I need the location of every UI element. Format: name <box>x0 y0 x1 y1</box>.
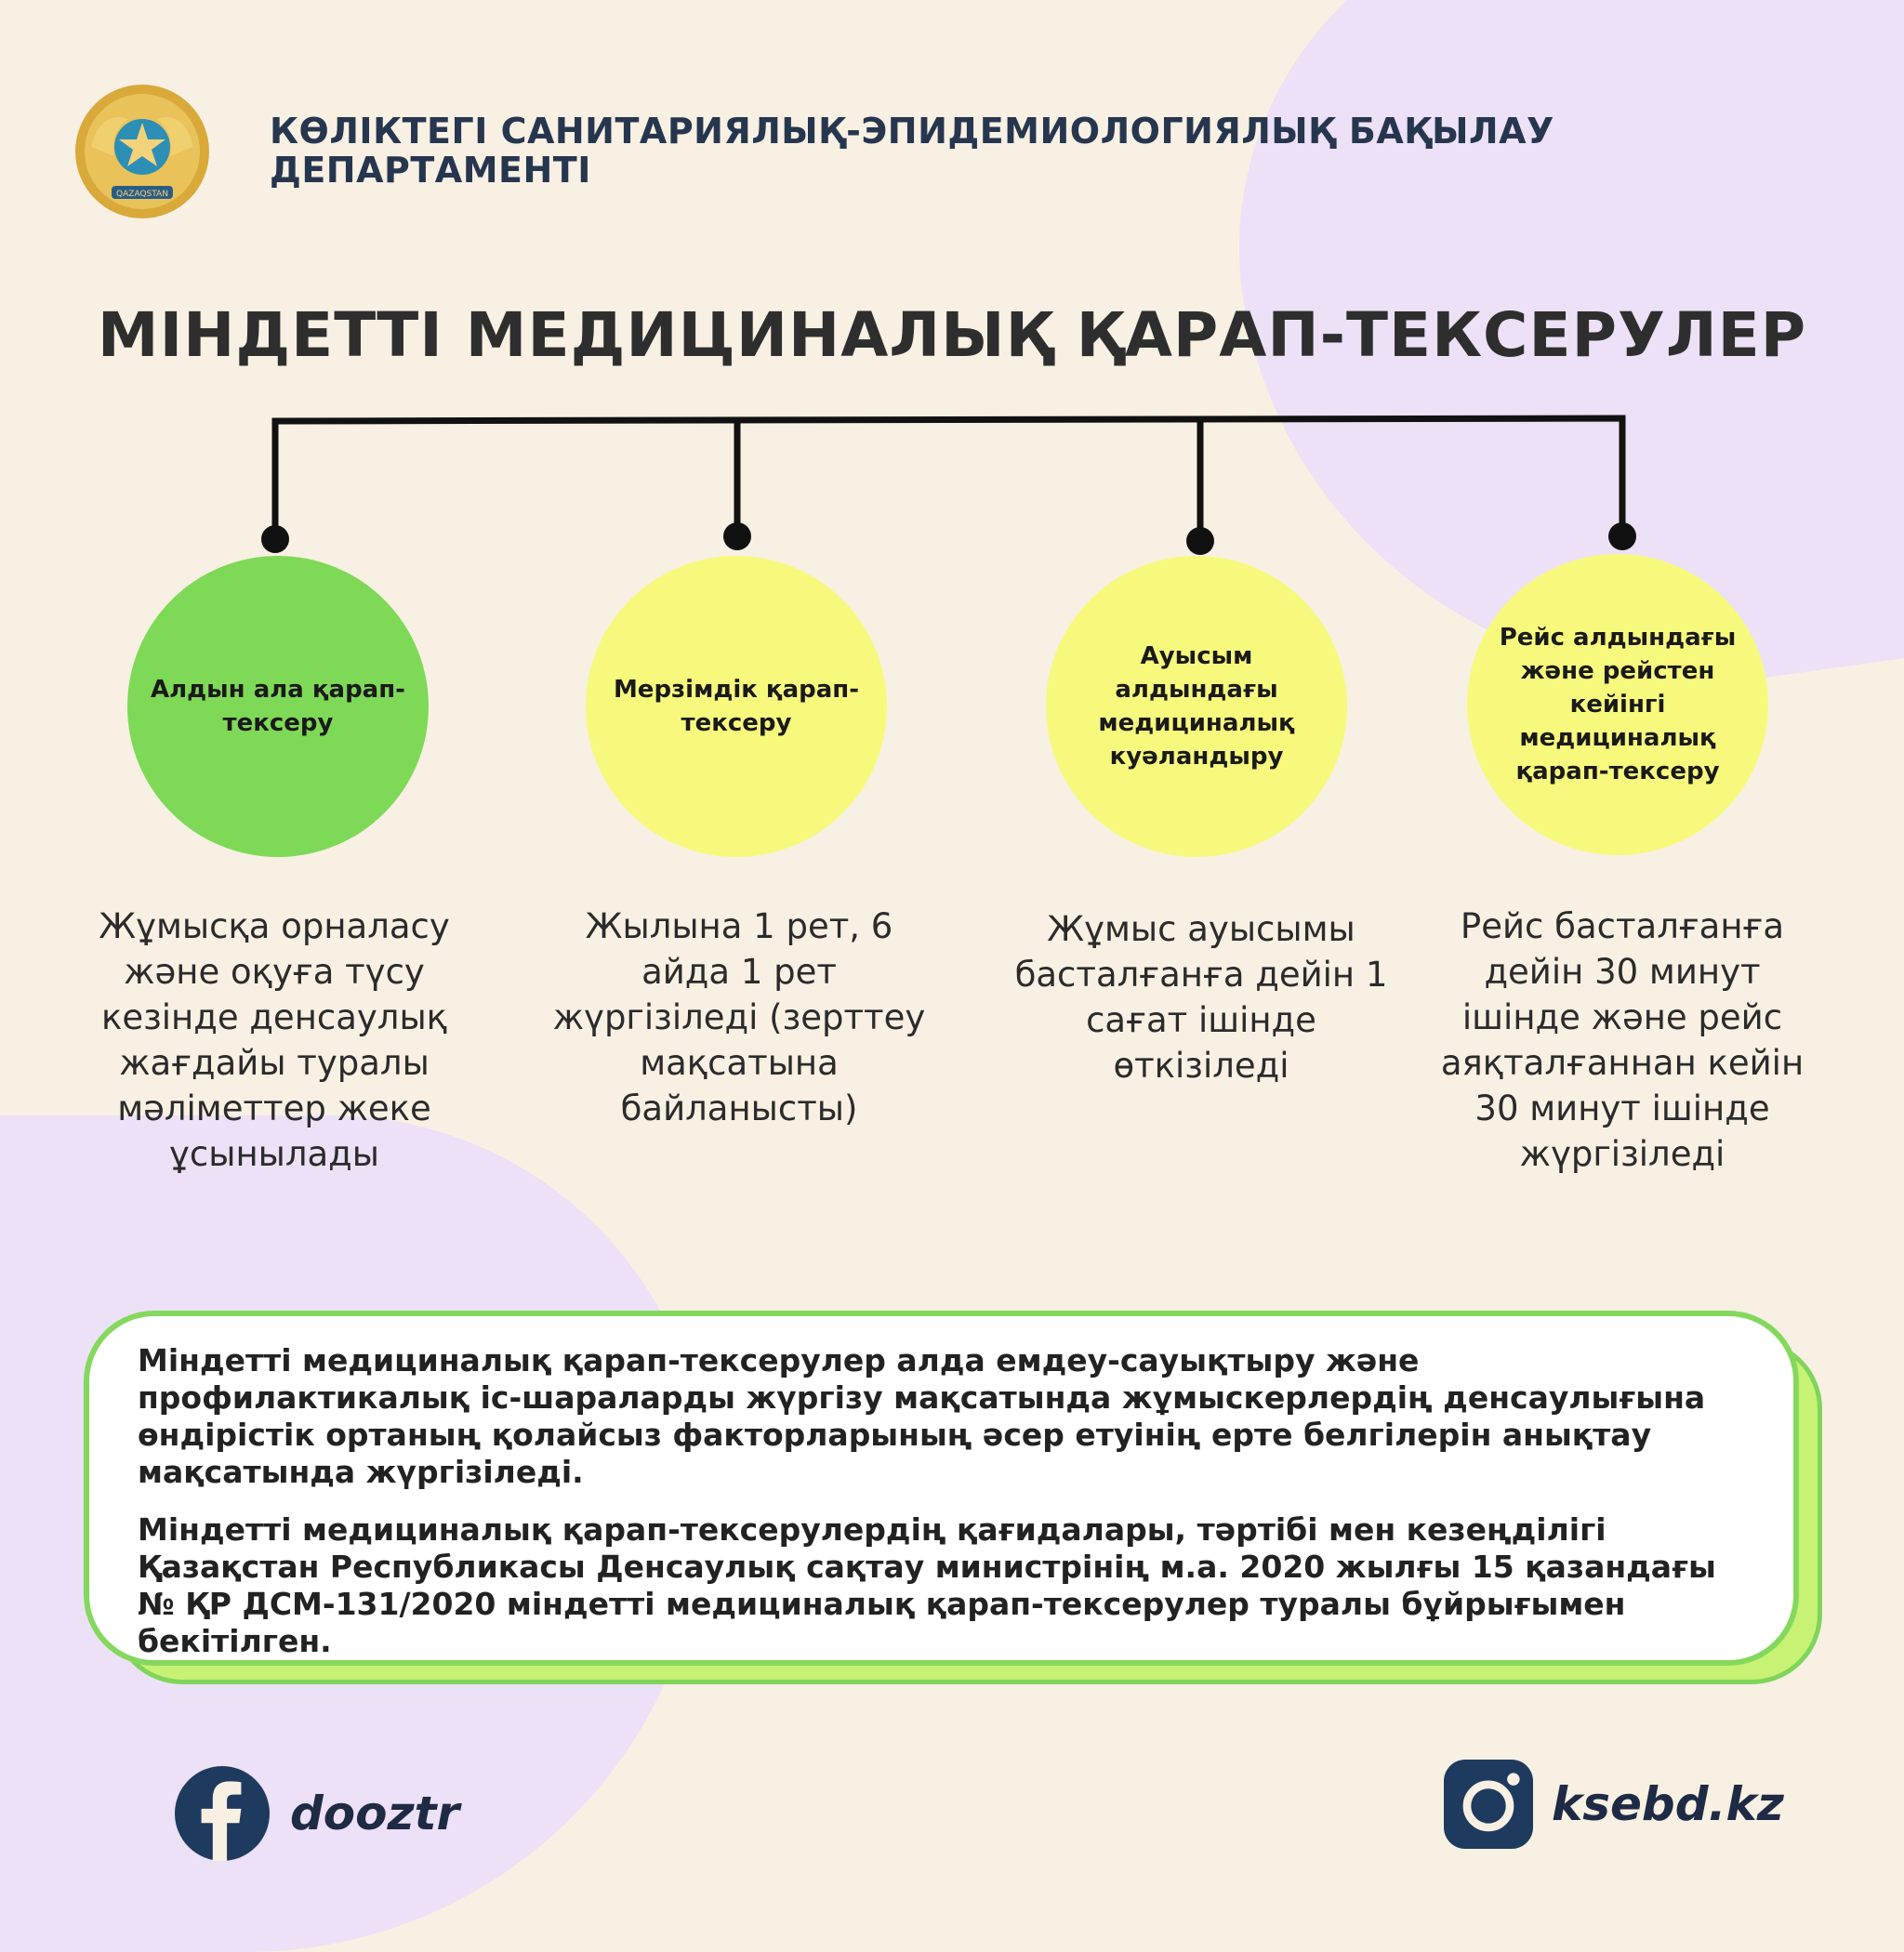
emblem-text: QAZAQSTAN <box>116 190 168 199</box>
exam-circle-label: Ауысым алдындағы медициналық куәландыру <box>1098 642 1295 771</box>
exam-circle-label: Алдын ала қарап-тексеру <box>151 676 405 737</box>
connector-dot-4 <box>1608 522 1636 550</box>
instagram-handle: ksebd.kz <box>1552 1777 1784 1831</box>
facebook-handle: dooztr <box>290 1787 460 1840</box>
instagram-icon <box>1444 1760 1533 1849</box>
connector-main-line <box>275 418 1622 539</box>
facebook-link[interactable] <box>175 1766 459 1861</box>
connector-dot-3 <box>1186 527 1214 555</box>
exam-circle-label: Мерзімдік қарап-тексеру <box>613 676 860 737</box>
instagram-link[interactable] <box>1444 1760 1784 1849</box>
info-paragraph-purpose: Міндетті медициналық қарап-тексерулер алда емдеу-сауықтыру және профилактикалық іс-шараларды жүргізу мақсатында жұмыскерлердің денсаулығына өндірістік ортаның қолайсыз факторларының әсер етуінің ерте белгілерін анықтау мақсатында жүргізіледі. <box>138 1342 1706 1490</box>
connector-dot-2 <box>723 522 751 550</box>
info-paragraph-regulation: Міндетті медициналық қарап-тексерулердің қағидалары, тәртібі мен кезеңділігі Қазақстан Республикасы Денсаулық сақтау министрінің м.а. 2020 жылғы 15 қазандағы № ҚР ДСМ-131/2020 міндетті медициналық қарап-тексерулер туралы бұйрығымен бекітілген. <box>138 1511 1716 1659</box>
exam-circle-preliminary <box>127 556 429 857</box>
facebook-icon <box>175 1766 270 1861</box>
connector-dot-1 <box>261 525 289 553</box>
department-name: КӨЛІКТЕГІ САНИТАРИЯЛЫҚ-ЭПИДЕМИОЛОГИЯЛЫҚ БАҚЫЛАУ ДЕПАРТАМЕНТІ <box>270 111 1554 191</box>
exam-description-pre-shift: Жұмыс ауысымы басталғанға дейін 1 сағат ішінде өткізіледі <box>1014 909 1388 1086</box>
info-card <box>84 1311 1799 1666</box>
exam-description-preliminary: Жұмысқа орналасу және оқуға түсу кезінде денсаулық жағдайы туралы мәліметтер жеке ұсынылады <box>99 906 450 1174</box>
exam-description-periodic: Жылына 1 рет, 6 айда 1 рет жүргізіледі (зерттеу мақсатына байланысты) <box>552 906 926 1128</box>
exam-circle-pre-shift <box>1046 556 1347 857</box>
exam-circle-label: Рейс алдындағы және рейстен кейінгі медициналық қарап-тексеру <box>1499 624 1737 785</box>
exam-circle-periodic <box>586 556 887 857</box>
page-title: МІНДЕТТІ МЕДИЦИНАЛЫҚ ҚАРАП-ТЕКСЕРУЛЕР <box>97 299 1807 371</box>
exam-circle-pre-post-trip <box>1467 554 1768 855</box>
exam-description-pre-post-trip: Рейс басталғанға дейін 30 минут ішінде және рейс аяқталғаннан кейін 30 минут ішінде жүргізіледі <box>1440 906 1805 1174</box>
